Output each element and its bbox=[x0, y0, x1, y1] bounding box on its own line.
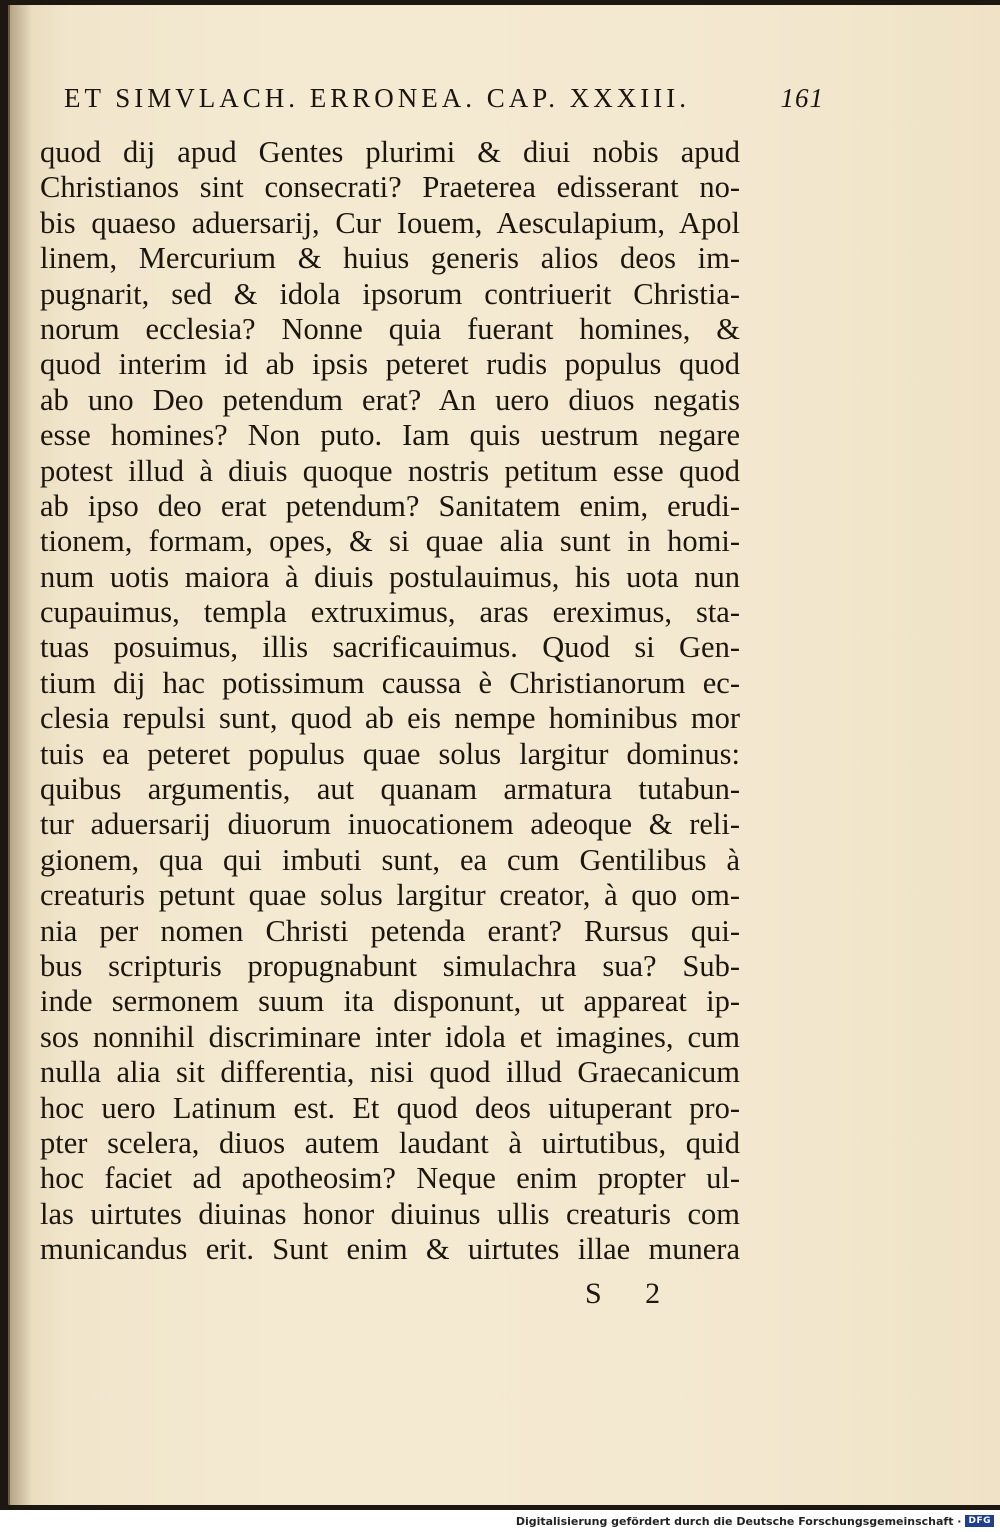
text-line: inde sermonem suum ita disponunt, ut appareat ip- bbox=[40, 984, 740, 1019]
text-line: tuis ea peteret populus quae solus largitur dominus: bbox=[40, 736, 740, 771]
text-line: creaturis petunt quae solus largitur creator, à quo om- bbox=[40, 878, 740, 913]
text-line: Christianos sint consecrati? Praeterea edisserant no- bbox=[40, 170, 740, 205]
text-line: cupauimus, templa extruximus, aras ereximus, sta- bbox=[40, 595, 740, 630]
text-line: nulla alia sit differentia, nisi quod illud Graecanicum bbox=[40, 1055, 740, 1090]
text-line: pter scelera, diuos autem laudant à uirtutibus, quid bbox=[40, 1125, 740, 1160]
running-head bbox=[64, 83, 824, 114]
signature-mark: S 2 bbox=[585, 1277, 679, 1310]
text-line: pugnarit, sed & idola ipsorum contriuerit Christia- bbox=[40, 276, 740, 311]
text-line: hoc uero Latinum est. Et quod deos uituperant pro- bbox=[40, 1090, 740, 1125]
text-line: las uirtutes diuinas honor diuinus ullis creaturis com bbox=[40, 1196, 740, 1231]
text-line: quibus argumentis, aut quanam armatura tutabun- bbox=[40, 772, 740, 807]
text-line: potest illud à diuis quoque nostris petitum esse quod bbox=[40, 453, 740, 488]
text-line: sos nonnihil discriminare inter idola et imagines, cum bbox=[40, 1019, 740, 1054]
page-number: 161 bbox=[780, 83, 824, 113]
text-line: num uotis maiora à diuis postulauimus, his uota nun bbox=[40, 559, 740, 594]
running-head-title: ET SIMVLACH. ERRONEA. CAP. XXXIII. bbox=[64, 83, 691, 113]
text-line: tuas posuimus, illis sacrificauimus. Quod si Gen- bbox=[40, 630, 740, 665]
footer-credit: Digitalisierung gefördert durch die Deutsche Forschungsgemeinschaft · bbox=[515, 1514, 962, 1528]
text-line: nia per nomen Christi petenda erant? Rursus qui- bbox=[40, 913, 740, 948]
text-line: tur aduersarij diuorum inuocationem adeoque & reli- bbox=[40, 807, 740, 842]
text-line: gionem, qua qui imbuti sunt, ea cum Gentilibus à bbox=[40, 842, 740, 877]
book-page bbox=[8, 5, 1000, 1505]
dfg-logo-icon: DFG bbox=[965, 1515, 994, 1527]
text-line: ab uno Deo petendum erat? An uero diuos negatis bbox=[40, 382, 740, 417]
text-line: bis quaeso aduersarij, Cur Iouem, Aesculapium, Apol bbox=[40, 205, 740, 240]
text-line: tium dij hac potissimum caussa è Christianorum ec- bbox=[40, 665, 740, 700]
text-line: quod dij apud Gentes plurimi & diui nobis apud bbox=[40, 135, 740, 169]
footer-bar bbox=[0, 1510, 1000, 1532]
text-line: quod interim id ab ipsis peteret rudis populus quod bbox=[40, 347, 740, 382]
text-line: ab ipso deo erat petendum? Sanitatem enim, erudi- bbox=[40, 488, 740, 523]
text-line: municandus erit. Sunt enim & uirtutes illae munera bbox=[40, 1232, 740, 1267]
text-line: clesia repulsi sunt, quod ab eis nempe hominibus mor bbox=[40, 701, 740, 736]
text-line: norum ecclesia? Nonne quia fuerant homines, & bbox=[40, 311, 740, 346]
text-line: tionem, formam, opes, & si quae alia sunt in homi- bbox=[40, 524, 740, 559]
text-line: linem, Mercurium & huius generis alios deos im- bbox=[40, 241, 740, 276]
body-text bbox=[40, 135, 740, 1268]
text-line: bus scripturis propugnabunt simulachra sua? Sub- bbox=[40, 948, 740, 983]
text-line: esse homines? Non puto. Iam quis uestrum negare bbox=[40, 418, 740, 453]
text-line: hoc faciet ad apotheosim? Neque enim propter ul- bbox=[40, 1161, 740, 1196]
